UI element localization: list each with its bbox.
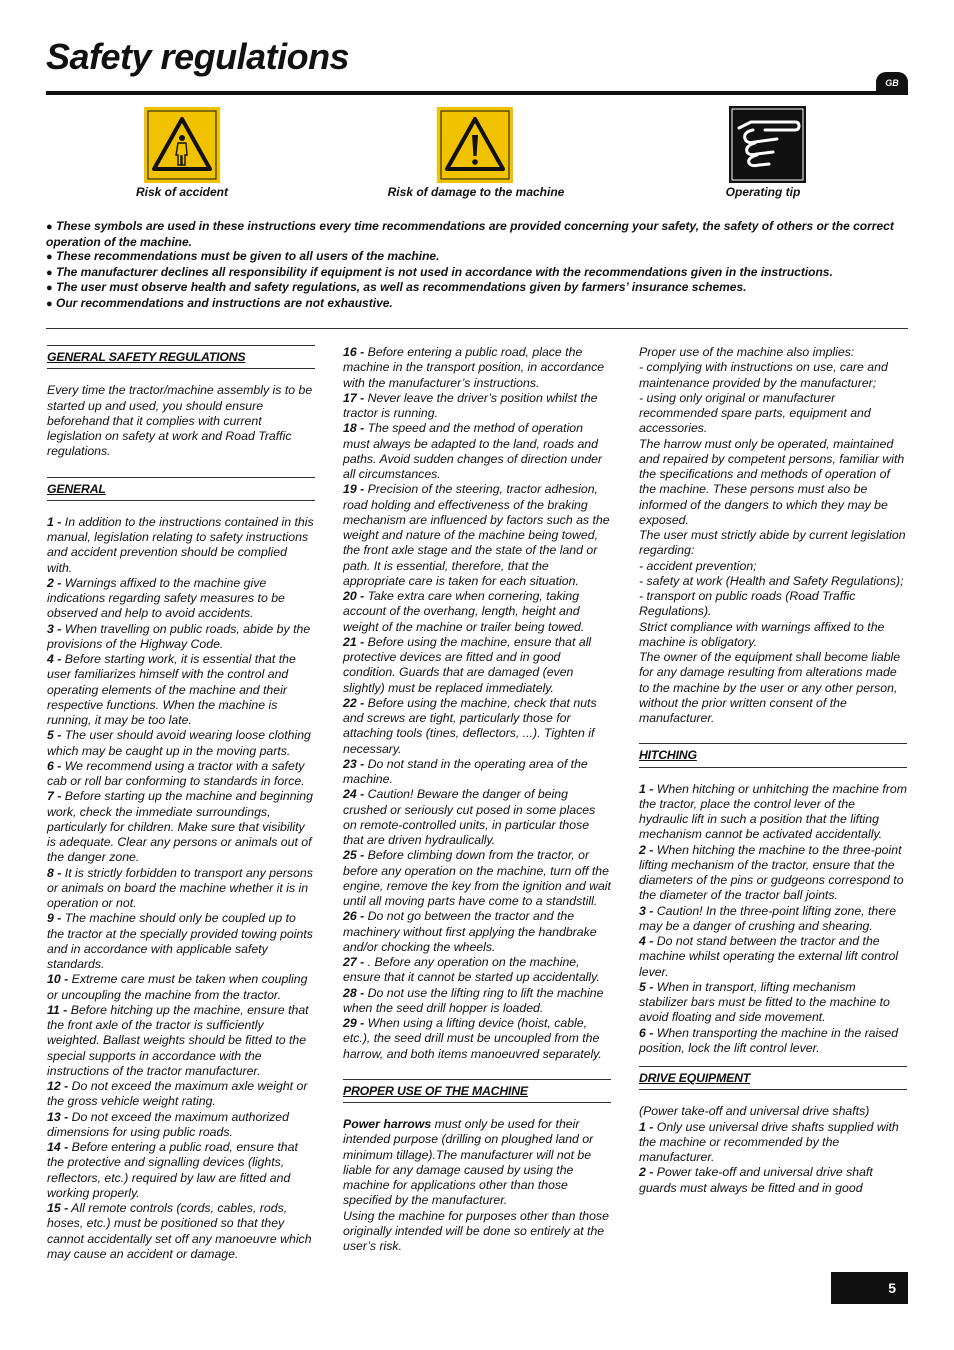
item-number: 22 - — [343, 695, 365, 710]
item-text: All remote controls (cords, cables, rods, hoses, etc.) must be positioned so that they cannot accidentally set off any manoeuvre which may cause an accident or damage. — [47, 1201, 312, 1261]
numbered-item — [343, 1016, 611, 1062]
heading-hitching: HITCHING — [639, 743, 907, 767]
proper-use-para: The owner of the equipment shall become liable for any damage resulting from alterations made to the machine by the user or any other person, without the prior written consent of the manufacturer. — [639, 650, 901, 725]
item-number: 23 - — [343, 756, 365, 771]
item-number: 2 - — [639, 842, 654, 857]
item-number: 11 - — [47, 1002, 68, 1017]
numbered-item — [639, 980, 907, 1026]
item-text: Before entering a public road, place the machine in the transport position, in accordance with the manufacturer’s instructions. — [343, 345, 605, 390]
numbered-item — [343, 635, 611, 696]
numbered-item — [639, 843, 907, 904]
item-number: 5 - — [47, 728, 62, 743]
pointing-hand-icon — [729, 106, 806, 183]
item-text: Do not go between the tractor and the machinery without first applying the handbrake and/or chocking the wheels. — [343, 909, 597, 954]
language-badge: GB — [876, 72, 908, 93]
numbered-item — [343, 909, 611, 955]
intro-notes — [46, 219, 908, 311]
intro-item: ● These symbols are used in these instructions every time recommendations are provided concerning your safety, the safety of others or the correct operation of the machine. — [46, 219, 894, 249]
item-text: Before using the machine, check that nuts and screws are tight, particularly those for attaching tools (tines, deflectors, ...). Tighten if necessary. — [343, 695, 597, 756]
proper-use-para: - complying with instructions on use, care and maintenance provided by the manufacturer; — [639, 360, 888, 390]
item-text: When transporting the machine in the raised position, lock the lift control lever. — [639, 1025, 899, 1055]
item-number: 5 - — [639, 979, 654, 994]
item-number: 12 - — [47, 1079, 69, 1093]
item-text: Caution! In the three-point lifting zone, there may be a danger of crushing and shearing. — [639, 903, 897, 933]
intro-item: ● The manufacturer declines all responsibility if equipment is not used in accordance with the recommendations given in the instructions. — [46, 264, 833, 279]
numbered-item — [47, 576, 315, 622]
numbered-item — [343, 482, 611, 589]
item-text: The user should avoid wearing loose clothing which may be caught up in the moving parts. — [47, 728, 311, 758]
item-number: 13 - — [47, 1109, 69, 1124]
numbered-item — [47, 652, 315, 728]
numbered-item — [343, 421, 611, 482]
item-number: 6 - — [639, 1025, 654, 1040]
item-number: 28 - — [343, 985, 365, 1000]
numbered-item — [47, 972, 315, 1003]
column-left — [47, 345, 315, 1262]
item-number: 17 - — [343, 390, 365, 405]
symbol-operating-tip — [729, 106, 806, 183]
item-text: Warnings affixed to the machine give indications regarding safety measures to be observed and help to avoid accidents. — [47, 575, 285, 621]
item-text: When travelling on public roads, abide by the provisions of the Highway Code. — [47, 621, 311, 651]
numbered-item — [47, 1201, 315, 1262]
drive-intro: (Power take-off and universal drive shafts) — [639, 1104, 870, 1119]
item-text: Extreme care must be taken when coupling or uncoupling the machine from the tractor. — [47, 972, 308, 1002]
symbol-risk-accident — [144, 107, 220, 183]
symbol-label-damage: Risk of damage to the machine — [387, 185, 565, 199]
item-number: 1 - — [639, 781, 654, 796]
item-text: In addition to the instructions contained in this manual, legislation relating to safety instructions and accident prevention should be complied with. — [47, 514, 314, 575]
numbered-item — [639, 782, 907, 843]
heading-drive-equipment: DRIVE EQUIPMENT — [639, 1066, 907, 1090]
page-title: Safety regulations — [46, 36, 350, 77]
item-text: We recommend using a tractor with a safety cab or roll bar conforming to standards in force. — [47, 758, 305, 788]
item-number: 27 - — [343, 955, 365, 969]
item-number: 29 - — [343, 1016, 365, 1030]
proper-use-para: - safety at work (Health and Safety Regulations); — [639, 573, 904, 588]
item-number: 14 - — [47, 1140, 69, 1154]
general-safety-text: Every time the tractor/machine assembly is to be started up and used, you should ensure beforehand that it complies with current legislation on safety at work and Road Traffic regulations. — [47, 383, 313, 459]
numbered-item — [343, 848, 611, 909]
numbered-item — [47, 728, 315, 759]
item-text: Before hitching up the machine, ensure that the front axle of the tractor is sufficiently weighted. Ballast weights should be fitted to the special supports in accordance with the instructions of the tractor manufacturer. — [47, 1002, 309, 1078]
proper-use-para: Using the machine for purposes other than those originally intended will be done so entirely at the user’s risk. — [343, 1208, 609, 1253]
item-text: Do not use the lifting ring to lift the machine when the seed drill hopper is loaded. — [343, 985, 604, 1015]
intro-item: ● Our recommendations and instructions are not exhaustive. — [46, 295, 393, 310]
item-text: When hitching or unhitching the machine from the tractor, place the control lever of the hydraulic lift in such a position that the lifting mechanism cannot be activated accidentally. — [639, 781, 907, 842]
numbered-item — [639, 1026, 907, 1057]
item-number: 26 - — [343, 909, 365, 924]
item-text: It is strictly forbidden to transport any persons or animals on board the machine whether it is in operation or not. — [47, 865, 313, 910]
numbered-item — [343, 696, 611, 757]
proper-use-para: - accident prevention; — [639, 558, 757, 573]
numbered-item — [343, 391, 611, 422]
item-text: The machine should only be coupled up to the tractor at the specially provided towing points and in accordance with applicable safety standards. — [47, 911, 313, 971]
item-text: When hitching the machine to the three-point lifting mechanism of the tractor, ensure that the diameters of the pins or gudgeons correspond to the diameter of the tractor ball joints. — [639, 842, 904, 903]
item-number: 25 - — [343, 848, 365, 863]
numbered-item — [343, 757, 611, 788]
item-number: 15 - — [47, 1201, 69, 1215]
item-number: 7 - — [47, 789, 62, 804]
item-number: 24 - — [343, 787, 365, 802]
item-text: Do not exceed the maximum authorized dimensions for using public roads. — [47, 1109, 289, 1139]
item-number: 1 - — [47, 514, 62, 529]
numbered-item — [639, 1165, 907, 1196]
item-text: When using a lifting device (hoist, cable, etc.), the seed drill must be uncoupled from the harrow, and both items manoeuvred separately. — [343, 1016, 602, 1061]
item-text: Before climbing down from the tractor, or before any operation on the machine, turn off the engine, remove the key from the ignition and wait until all moving parts have come to a standstill. — [343, 848, 611, 908]
page-number: 5 — [831, 1272, 908, 1304]
item-number: 3 - — [639, 903, 654, 918]
item-number: 2 - — [639, 1165, 654, 1180]
item-text: Do not stand in the operating area of the machine. — [343, 756, 588, 786]
item-number: 18 - — [343, 421, 365, 436]
numbered-item — [47, 1140, 315, 1201]
item-text: Do not exceed the maximum axle weight or the gross vehicle weight rating. — [47, 1079, 308, 1109]
symbol-risk-damage — [437, 107, 513, 183]
numbered-item — [47, 789, 315, 865]
proper-use-para: The harrow must only be operated, maintained and repaired by competent persons, familiar with the specifications and methods of operation of the machine. These persons must also be informed of the dangers to which they may be exposed. — [639, 436, 905, 527]
proper-use-para: - transport on public roads (Road Traffic Regulations). — [639, 589, 856, 619]
numbered-item — [343, 955, 611, 986]
numbered-item — [343, 589, 611, 635]
warning-exclamation-icon — [437, 107, 513, 183]
item-number: 3 - — [47, 621, 62, 636]
item-number: 2 - — [47, 575, 62, 590]
item-number: 8 - — [47, 865, 62, 880]
numbered-item — [343, 986, 611, 1017]
numbered-item — [47, 759, 315, 790]
column-right — [639, 345, 907, 1196]
heading-general: GENERAL — [47, 477, 315, 501]
numbered-item — [47, 1079, 315, 1110]
item-number: 10 - — [47, 972, 69, 987]
header-rule — [46, 91, 908, 95]
proper-use-para: Proper use of the machine also implies: — [639, 345, 855, 359]
numbered-item — [47, 622, 315, 653]
item-number: 21 - — [343, 634, 365, 649]
section-divider — [46, 328, 908, 329]
numbered-item — [47, 866, 315, 912]
item-number: 4 - — [47, 652, 62, 666]
item-text: The speed and the method of operation must always be adapted to the land, roads and paths. Avoid sudden changes of direction under all circumstances. — [343, 421, 603, 481]
numbered-item — [47, 1003, 315, 1079]
heading-proper-use: PROPER USE OF THE MACHINE — [343, 1079, 611, 1103]
item-text: Precision of the steering, tractor adhesion, road holding and effectiveness of the braking mechanism are influenced by factors such as the weight and nature of the machine being towed, the front axle stage and the state of the land or path. It is essential, therefore, that the appropriate care is taken for each situation. — [343, 482, 610, 588]
item-text: Before using the machine, ensure that all protective devices are fitted and in good condition. Guards that are damaged (even slightly) must be replaced immediately. — [343, 634, 592, 695]
item-number: 4 - — [639, 934, 654, 948]
item-text: Power take-off and universal drive shaft guards must always be fitted and in good — [639, 1165, 873, 1195]
numbered-item — [343, 345, 611, 391]
intro-item: ● These recommendations must be given to all users of the machine. — [46, 249, 440, 263]
column-middle — [343, 345, 611, 1254]
item-text: . Before any operation on the machine, ensure that it cannot be started up accidentally. — [343, 955, 600, 985]
numbered-item — [47, 911, 315, 972]
item-text: Only use universal drive shafts supplied with the machine or recommended by the manufacturer. — [639, 1119, 899, 1164]
symbol-label-tip: Operating tip — [725, 185, 801, 199]
heading-general-safety: GENERAL SAFETY REGULATIONS — [47, 345, 315, 369]
item-number: 20 - — [343, 589, 365, 603]
symbol-label-accident: Risk of accident — [135, 185, 229, 199]
proper-use-para: Strict compliance with warnings affixed to the machine is obligatory. — [639, 619, 885, 649]
numbered-item — [639, 1120, 907, 1166]
intro-item: ● The user must observe health and safety regulations, as well as recommendations given by farmers’ insurance schemes. — [46, 280, 747, 294]
proper-use-para: The user must strictly abide by current legislation regarding: — [639, 528, 906, 558]
item-number: 9 - — [47, 911, 62, 926]
proper-use-para: - using only original or manufacturer recommended spare parts, equipment and accessories. — [639, 390, 871, 436]
numbered-item — [343, 787, 611, 848]
item-number: 19 - — [343, 482, 365, 497]
numbered-item — [639, 934, 907, 980]
warning-person-icon — [144, 107, 220, 183]
item-text: When in transport, lifting mechanism stabilizer bars must be fitted to the machine to avoid floating and side movement. — [639, 979, 890, 1025]
numbered-item — [47, 1110, 315, 1141]
item-text: Take extra care when cornering, taking account of the overhang, length, height and weight of the machine or trailer being towed. — [343, 589, 585, 634]
item-number: 1 - — [639, 1119, 654, 1134]
item-text: Before starting work, it is essential that the user familiarizes himself with the control and operating elements of the machine and their respective functions. When the machine is running, it may be too late. — [47, 652, 296, 727]
item-number: 16 - — [343, 345, 365, 359]
item-text: Before entering a public road, ensure that the protective and signalling devices (lights, reflectors, etc.) required by law are fitted and working properly. — [47, 1140, 298, 1200]
item-text: Caution! Beware the danger of being crushed or seriously cut posed in some places on remote-controlled units, in particular those that are driven hydraulically. — [343, 787, 596, 847]
numbered-item — [47, 515, 315, 576]
item-number: 6 - — [47, 758, 62, 773]
proper-use-lead: Power harrows must only be used for their intended purpose (drilling on ploughed land or minimum tillage).The manufacturer will not be liable for any damage caused by using the machine for applications other than those specified by the manufacturer. — [343, 1117, 594, 1208]
item-text: Do not stand between the tractor and the machine whilst operating the external lift control lever. — [639, 934, 899, 979]
item-text: Never leave the driver’s position whilst the tractor is running. — [343, 390, 598, 420]
item-text: Before starting up the machine and beginning work, check the immediate surroundings, particularly for children. Make sure that visibility is adequate. Clear any persons or animals out of the danger zone. — [47, 789, 313, 865]
numbered-item — [639, 904, 907, 935]
